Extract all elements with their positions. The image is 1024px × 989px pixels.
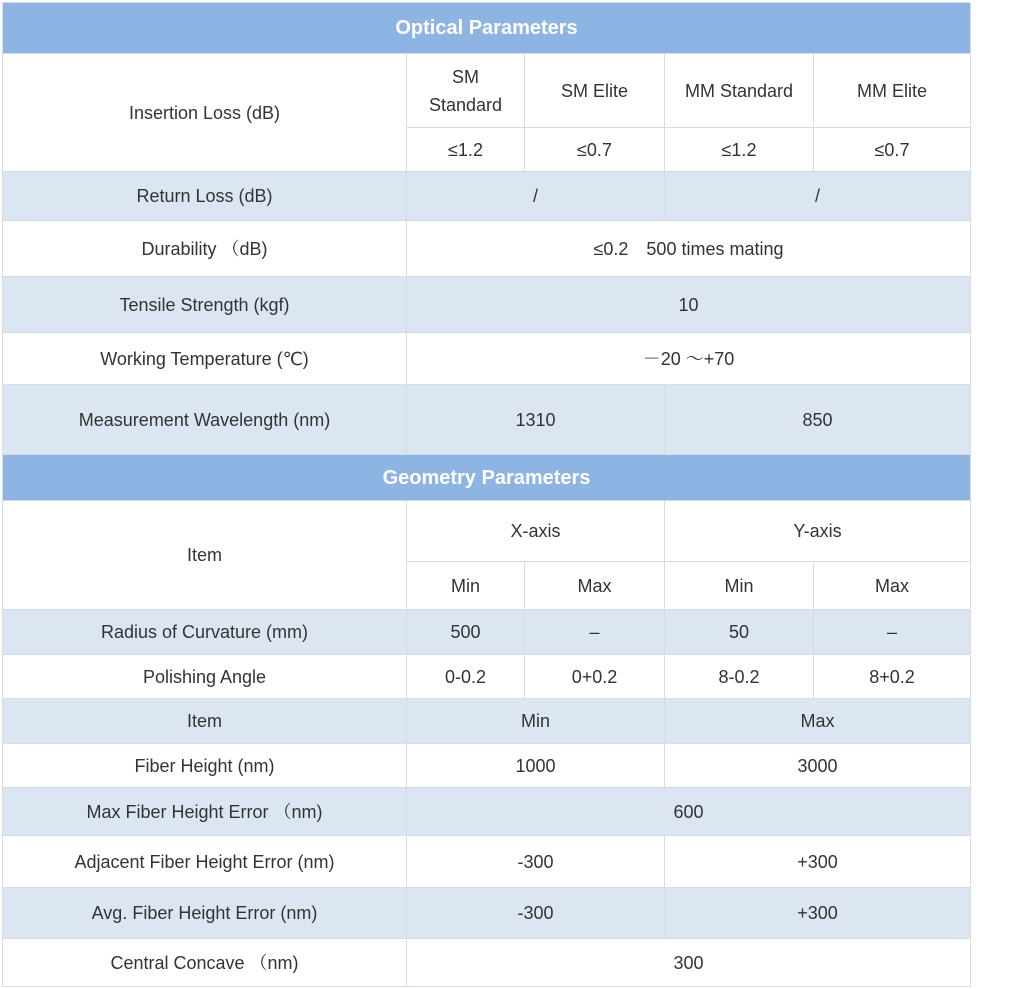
return-loss-mm-value: / [665, 172, 971, 221]
polish-y-min: 8-0.2 [665, 655, 814, 699]
durability-row [3, 221, 971, 277]
y-min-header: Min [665, 562, 814, 610]
mm-standard-value: ≤1.2 [665, 128, 814, 172]
adjacent-fiber-error-max: +300 [665, 836, 971, 888]
return-loss-row [3, 172, 971, 221]
tensile-strength-label: Tensile Strength (kgf) [3, 277, 407, 333]
sm-elite-header: SM Elite [525, 54, 665, 128]
polish-x-min: 0-0.2 [407, 655, 525, 699]
x-max-header: Max [525, 562, 665, 610]
working-temperature-label: Working Temperature (℃) [3, 333, 407, 385]
sm-standard-header: SM Standard [407, 54, 525, 128]
item2-max: Max [665, 699, 971, 744]
wavelength-sm-value: 1310 [407, 385, 665, 455]
adjacent-fiber-error-row [3, 836, 971, 888]
wavelength-row [3, 385, 971, 455]
avg-fiber-error-max: +300 [665, 888, 971, 939]
fiber-height-row [3, 744, 971, 788]
optical-header-row [3, 3, 971, 54]
spec-table [2, 2, 971, 987]
y-max-header: Max [814, 562, 971, 610]
sm-elite-value: ≤0.7 [525, 128, 665, 172]
max-fiber-error-value: 600 [407, 788, 971, 836]
fiber-height-label: Fiber Height (nm) [3, 744, 407, 788]
polishing-angle-label: Polishing Angle [3, 655, 407, 699]
mm-standard-header: MM Standard [665, 54, 814, 128]
radius-x-min: 500 [407, 610, 525, 655]
avg-fiber-error-row [3, 888, 971, 939]
central-concave-label: Central Concave （nm) [3, 939, 407, 987]
insertion-loss-header-row [3, 54, 971, 128]
adjacent-fiber-error-min: -300 [407, 836, 665, 888]
tensile-strength-row [3, 277, 971, 333]
adjacent-fiber-error-label: Adjacent Fiber Height Error (nm) [3, 836, 407, 888]
working-temperature-row [3, 333, 971, 385]
radius-label: Radius of Curvature (mm) [3, 610, 407, 655]
fiber-height-min: 1000 [407, 744, 665, 788]
avg-fiber-error-min: -300 [407, 888, 665, 939]
optical-section-title: Optical Parameters [3, 3, 971, 54]
item2-label: Item [3, 699, 407, 744]
durability-value: ≤0.2 500 times mating [407, 221, 971, 277]
wavelength-label: Measurement Wavelength (nm) [3, 385, 407, 455]
return-loss-sm-value: / [407, 172, 665, 221]
max-fiber-error-label: Max Fiber Height Error （nm) [3, 788, 407, 836]
return-loss-label: Return Loss (dB) [3, 172, 407, 221]
wavelength-mm-value: 850 [665, 385, 971, 455]
item2-min: Min [407, 699, 665, 744]
y-axis-header: Y-axis [665, 501, 971, 562]
central-concave-value: 300 [407, 939, 971, 987]
fiber-height-max: 3000 [665, 744, 971, 788]
radius-row [3, 610, 971, 655]
geometry-section-title: Geometry Parameters [3, 455, 971, 501]
x-min-header: Min [407, 562, 525, 610]
polish-x-max: 0+0.2 [525, 655, 665, 699]
max-fiber-error-row [3, 788, 971, 836]
polish-y-max: 8+0.2 [814, 655, 971, 699]
mm-elite-value: ≤0.7 [814, 128, 971, 172]
avg-fiber-error-label: Avg. Fiber Height Error (nm) [3, 888, 407, 939]
sm-standard-value: ≤1.2 [407, 128, 525, 172]
tensile-strength-value: 10 [407, 277, 971, 333]
insertion-loss-label: Insertion Loss (dB) [3, 54, 407, 172]
working-temperature-value: －20 ～+70 [407, 333, 971, 385]
axis-header-row [3, 501, 971, 562]
item-label: Item [3, 501, 407, 610]
item-minmax-row [3, 699, 971, 744]
radius-y-max: – [814, 610, 971, 655]
durability-label: Durability （dB) [3, 221, 407, 277]
mm-elite-header: MM Elite [814, 54, 971, 128]
radius-x-max: – [525, 610, 665, 655]
geometry-header-row [3, 455, 971, 501]
radius-y-min: 50 [665, 610, 814, 655]
x-axis-header: X-axis [407, 501, 665, 562]
polishing-angle-row [3, 655, 971, 699]
central-concave-row [3, 939, 971, 987]
